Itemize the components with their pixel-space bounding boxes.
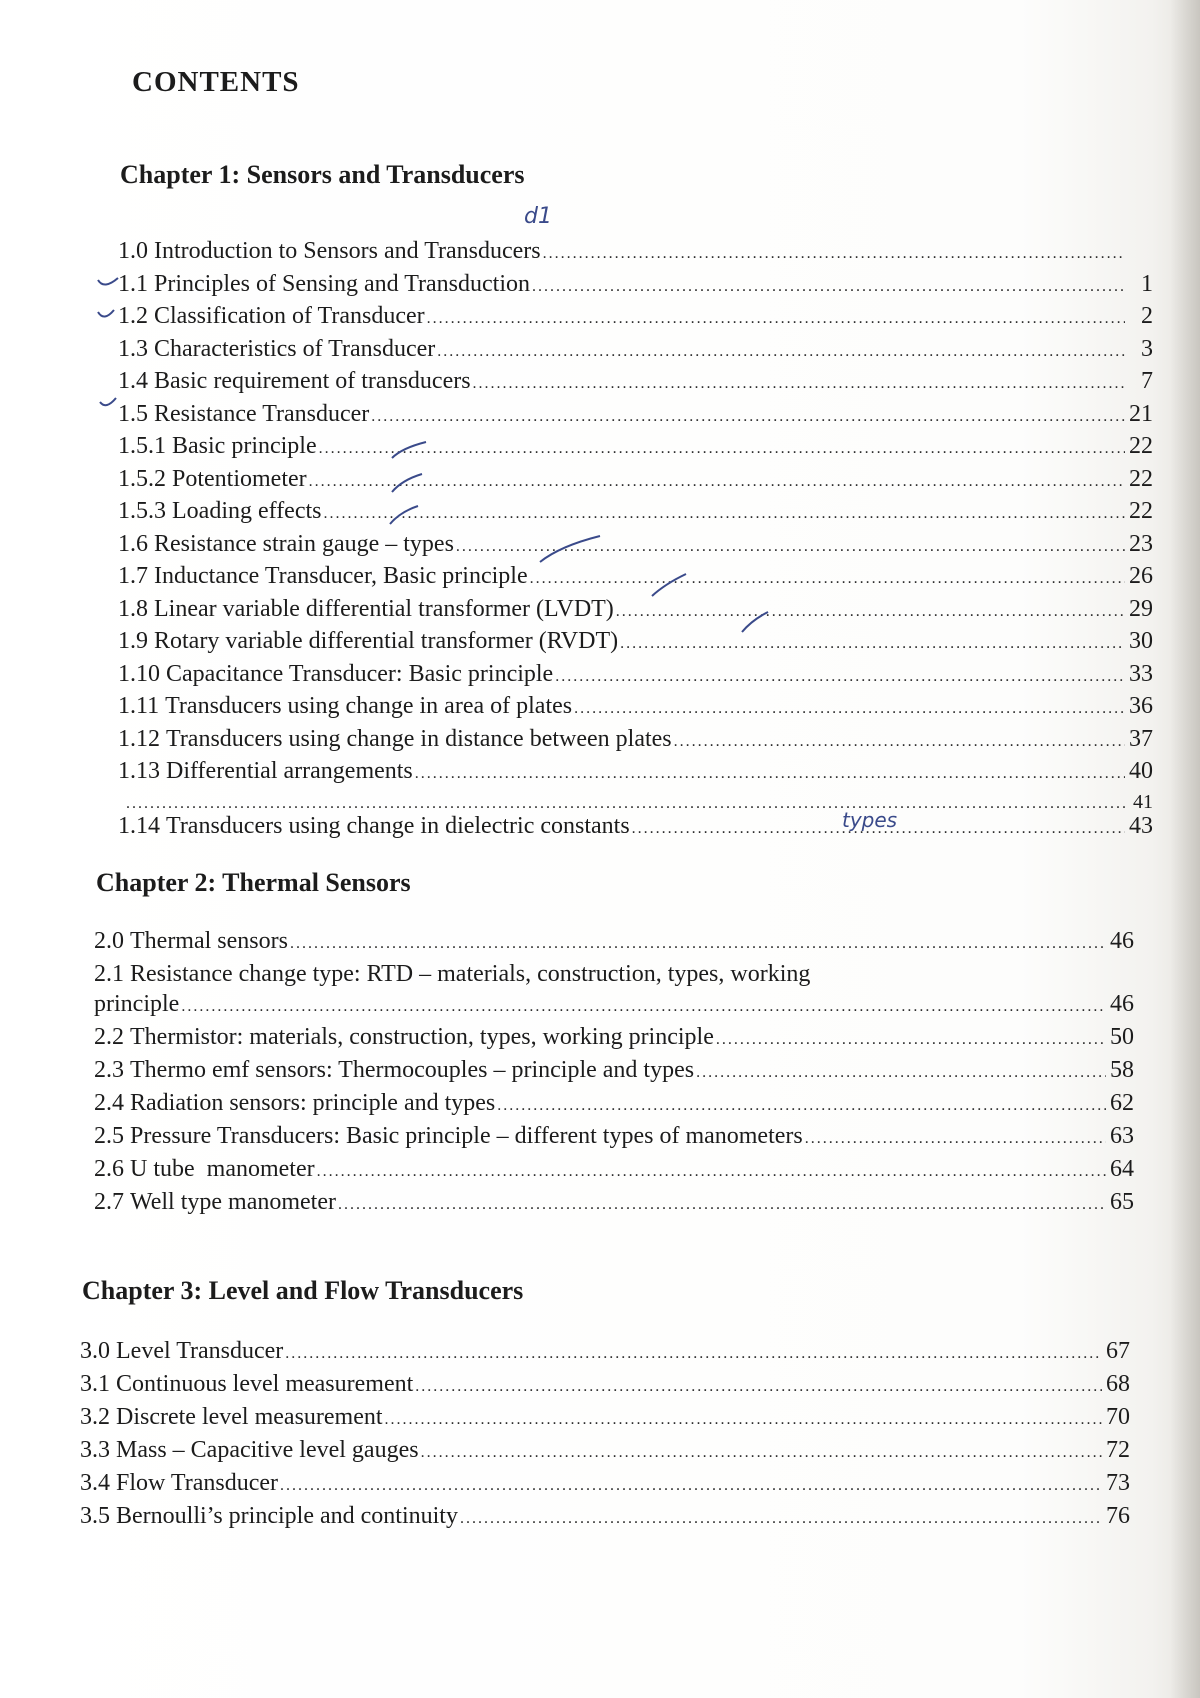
toc-entry-text: Potentiometer: [172, 465, 307, 492]
toc-entry-number: 1.3: [118, 335, 148, 362]
toc-entry-continuation-text: principle: [94, 991, 180, 1017]
toc-entry-number: 1.8: [118, 595, 148, 622]
toc-entry-page: 26: [1129, 563, 1153, 589]
toc-entry-text: Thermistor: materials, construction, types, working principle: [130, 1024, 714, 1050]
chapter-3-toc: [80, 1338, 1130, 1536]
toc-entry-page: 50: [1110, 1024, 1134, 1050]
toc-entry-number: 3.4: [80, 1470, 110, 1496]
toc-entry-number: 3.2: [80, 1404, 110, 1430]
toc-entry-text: Linear variable differential transformer (LVDT): [154, 595, 614, 622]
dot-leader: [497, 1097, 1106, 1115]
toc-entry: [80, 1503, 1130, 1536]
toc-entry: [94, 928, 1134, 961]
toc-entry-page: 73: [1106, 1470, 1130, 1496]
toc-entry-page: 70: [1106, 1404, 1130, 1430]
toc-entry-number: 1.4: [118, 368, 148, 394]
toc-entry: [94, 1189, 1134, 1222]
dot-leader: [427, 310, 1125, 328]
toc-entry-text: Rotary variable differential transformer (RVDT): [154, 628, 619, 654]
dot-leader: [317, 1163, 1106, 1181]
toc-entry: [118, 758, 1153, 791]
toc-entry-page: 30: [1129, 628, 1153, 654]
page-edge-shadow: [1170, 0, 1200, 1698]
toc-entry-page: 41: [1133, 790, 1153, 813]
toc-entry-text: Differential arrangements: [166, 758, 413, 784]
toc-entry-text: Classification of Transducer: [154, 303, 425, 329]
toc-entry: [80, 1470, 1130, 1503]
toc-entry-number: 1.2: [118, 303, 148, 329]
toc-entry-page: 22: [1129, 465, 1153, 492]
dot-leader: [473, 375, 1125, 393]
dot-leader: [421, 1444, 1102, 1462]
toc-entry: [80, 1338, 1130, 1371]
toc-entry-page: 62: [1110, 1090, 1134, 1116]
toc-entry-number: 2.0: [94, 928, 124, 954]
dot-leader: [181, 998, 1106, 1016]
toc-entry: [94, 1123, 1134, 1156]
toc-entry-number: 3.0: [80, 1338, 110, 1364]
dot-leader: [290, 935, 1106, 953]
dot-leader: [805, 1130, 1106, 1148]
handwritten-checkmarks-icon: [390, 440, 770, 660]
toc-entry: [94, 1057, 1134, 1090]
toc-entry: [118, 791, 1153, 813]
toc-entry: [118, 368, 1153, 401]
toc-entry-number: 2.2: [94, 1024, 124, 1050]
toc-entry-number: 1.5.3: [118, 498, 166, 524]
dot-leader: [415, 1378, 1102, 1396]
toc-entry: [94, 961, 1134, 1024]
dot-leader: [126, 795, 1125, 813]
toc-entry-text: Well type manometer: [130, 1189, 336, 1215]
toc-entry: [118, 336, 1153, 369]
toc-entry-number: 1.9: [118, 628, 148, 654]
toc-entry: [118, 813, 1153, 846]
chapter-2-toc: [94, 928, 1134, 1222]
toc-entry-page: 2: [1141, 303, 1153, 329]
toc-entry-page: 72: [1106, 1437, 1130, 1463]
toc-entry-number: 2.6: [94, 1156, 124, 1182]
toc-entry: [118, 303, 1153, 336]
toc-entry-number: 1.14: [118, 812, 160, 839]
toc-entry-text: Thermo emf sensors: Thermocouples – principle and types: [130, 1057, 695, 1083]
toc-entry-continuation: [94, 991, 1134, 1024]
toc-entry-text: Resistance Transducer: [154, 400, 370, 427]
toc-entry-text: Transducers using change in distance between plates: [166, 725, 672, 752]
toc-entry-text: Flow Transducer: [116, 1470, 279, 1496]
toc-entry-page: 68: [1106, 1371, 1130, 1397]
toc-entry-text: Basic requirement of transducers: [154, 368, 471, 394]
toc-entry-page: 21: [1129, 400, 1153, 427]
toc-entry-number: 3.5: [80, 1503, 110, 1529]
toc-entry-text: Level Transducer: [116, 1338, 284, 1364]
toc-entry-page: 46: [1110, 928, 1134, 954]
dot-leader: [543, 245, 1125, 263]
toc-entry: [118, 726, 1153, 759]
chapter-3-title: Chapter 3: Level and Flow Transducers: [82, 1276, 524, 1305]
toc-entry-text: Radiation sensors: principle and types: [130, 1090, 496, 1116]
toc-entry-page: 63: [1110, 1123, 1134, 1149]
toc-entry-text: Pressure Transducers: Basic principle – different types of manometers: [130, 1123, 803, 1149]
toc-entry: [118, 401, 1153, 434]
dot-leader: [555, 668, 1125, 686]
toc-entry-page: 65: [1110, 1189, 1134, 1215]
handwritten-note-top: d1: [524, 204, 552, 229]
dot-leader: [371, 408, 1125, 426]
toc-entry-text: Principles of Sensing and Transduction: [154, 270, 530, 297]
toc-entry-page: 3: [1141, 335, 1153, 362]
toc-entry-text: Discrete level measurement: [116, 1404, 383, 1430]
contents-heading: CONTENTS: [132, 66, 300, 98]
toc-entry-text: Introduction to Sensors and Transducers: [154, 238, 541, 264]
toc-entry-number: 2.1: [94, 961, 124, 987]
chapter-1-title: Chapter 1: Sensors and Transducers: [120, 160, 525, 189]
toc-entry-text: Loading effects: [172, 498, 322, 524]
toc-entry-page: 76: [1106, 1503, 1130, 1529]
toc-entry-page: 23: [1129, 530, 1153, 557]
toc-entry-number: 1.0: [118, 238, 148, 264]
toc-entry-number: 1.11: [118, 693, 160, 719]
toc-entry-text: Continuous level measurement: [116, 1371, 414, 1397]
toc-entry-page: 40: [1129, 758, 1153, 784]
toc-entry-number: 1.5: [118, 400, 148, 427]
toc-entry: [94, 1024, 1134, 1057]
dot-leader: [437, 343, 1125, 361]
toc-entry-text: Transducers using change in area of plates: [165, 693, 573, 719]
toc-entry-number: 1.5.1: [118, 433, 166, 459]
toc-entry-text: Characteristics of Transducer: [154, 335, 436, 362]
toc-entry-page: 29: [1129, 595, 1153, 622]
toc-entry-text: Thermal sensors: [130, 928, 288, 954]
toc-entry: [80, 1437, 1130, 1470]
toc-entry-page: 1: [1141, 270, 1153, 297]
toc-entry-number: 1.5.2: [118, 465, 166, 492]
toc-entry-text: Inductance Transducer, Basic principle: [154, 563, 528, 589]
toc-entry-number: 2.5: [94, 1123, 124, 1149]
toc-entry-page: 64: [1110, 1156, 1134, 1182]
toc-entry-text: Bernoulli’s principle and continuity: [116, 1503, 458, 1529]
dot-leader: [385, 1411, 1102, 1429]
toc-entry-number: 1.7: [118, 563, 148, 589]
toc-entry-page: 43: [1129, 812, 1153, 839]
toc-entry-page: 58: [1110, 1057, 1134, 1083]
toc-entry: [80, 1404, 1130, 1437]
dot-leader: [532, 278, 1125, 296]
dot-leader: [716, 1031, 1106, 1049]
toc-entry-first-line: [94, 961, 1134, 991]
dot-leader: [280, 1477, 1102, 1495]
toc-entry-number: 2.3: [94, 1057, 124, 1083]
toc-entry-text: Resistance strain gauge – types: [154, 530, 454, 557]
toc-entry-page: 22: [1129, 433, 1153, 459]
toc-entry: [80, 1371, 1130, 1404]
handwritten-checkmarks-icon: [96, 270, 136, 410]
toc-entry-number: 2.7: [94, 1189, 124, 1215]
chapter-2-title: Chapter 2: Thermal Sensors: [96, 868, 411, 897]
dot-leader: [460, 1510, 1102, 1528]
toc-entry: [118, 238, 1153, 271]
toc-entry-text: U tube manometer: [130, 1156, 315, 1182]
toc-entry-page: 36: [1129, 693, 1153, 719]
toc-entry-number: 1.1: [118, 270, 148, 297]
toc-entry-number: 3.3: [80, 1437, 110, 1463]
toc-entry-page: 37: [1129, 725, 1153, 752]
toc-entry-page: 67: [1106, 1338, 1130, 1364]
dot-leader: [415, 765, 1125, 783]
toc-entry-text: Transducers using change in dielectric constants: [166, 812, 630, 839]
toc-entry-page: 7: [1141, 368, 1153, 394]
toc-entry-page: 46: [1110, 991, 1134, 1017]
toc-entry-number: 3.1: [80, 1371, 110, 1397]
toc-entry-number: 2.4: [94, 1090, 124, 1116]
toc-entry-number: 1.13: [118, 758, 160, 784]
toc-entry-number: 1.6: [118, 530, 148, 557]
dot-leader: [674, 733, 1125, 751]
toc-entry-text: Capacitance Transducer: Basic principle: [166, 660, 554, 687]
dot-leader: [285, 1345, 1102, 1363]
handwritten-note-types: types: [842, 808, 898, 832]
toc-entry-number: 1.10: [118, 660, 160, 687]
toc-entry: [94, 1156, 1134, 1189]
toc-entry: [118, 271, 1153, 304]
toc-entry: [118, 693, 1153, 726]
toc-entry: [118, 661, 1153, 694]
toc-entry-page: 22: [1129, 498, 1153, 524]
dot-leader: [574, 700, 1125, 718]
toc-entry: [94, 1090, 1134, 1123]
toc-entry-number: 1.12: [118, 725, 160, 752]
toc-entry-text: Resistance change type: RTD – materials, construction, types, working: [130, 961, 811, 987]
toc-entry-text: Basic principle: [172, 433, 317, 459]
toc-entry-text: Mass – Capacitive level gauges: [116, 1437, 419, 1463]
toc-entry-page: 33: [1129, 660, 1153, 687]
dot-leader: [696, 1064, 1106, 1082]
dot-leader: [338, 1196, 1106, 1214]
